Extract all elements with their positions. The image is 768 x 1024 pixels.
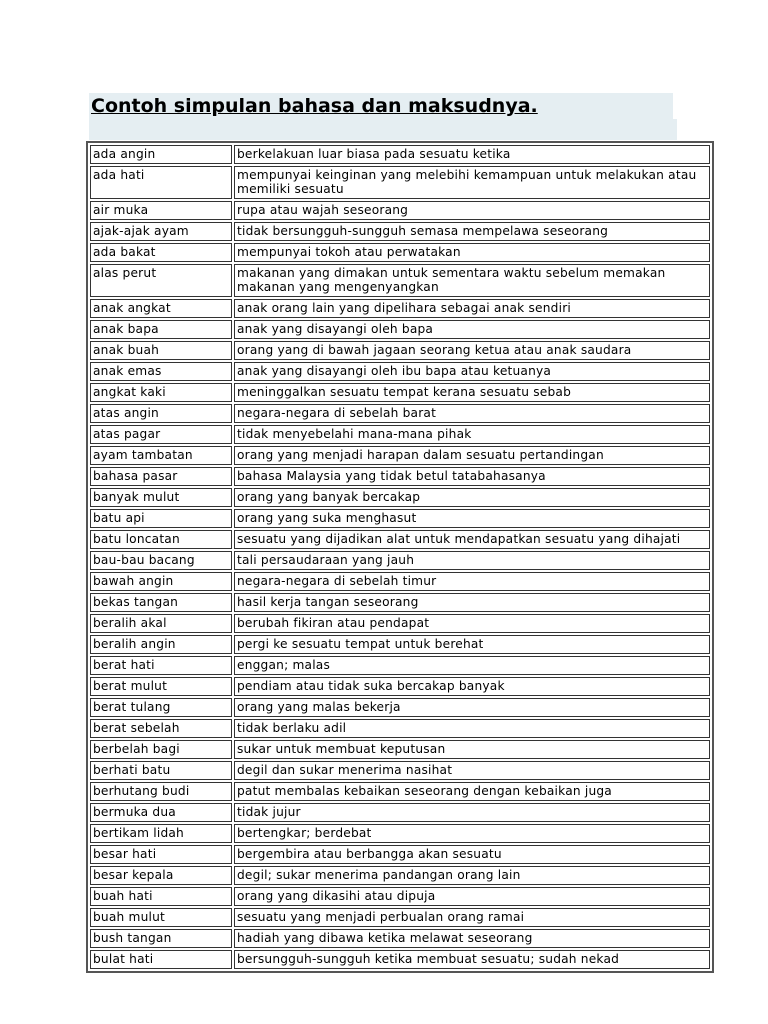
table-row	[90, 614, 710, 633]
idiom-term-cell: banyak mulut	[90, 488, 232, 507]
table-row	[90, 866, 710, 885]
idiom-meaning-cell: tidak jujur	[234, 803, 710, 822]
idiom-meaning-cell: anak orang lain yang dipelihara sebagai anak sendiri	[234, 299, 710, 318]
idiom-meaning-cell: orang yang suka menghasut	[234, 509, 710, 528]
table-row	[90, 404, 710, 423]
idiom-term-cell: berat sebelah	[90, 719, 232, 738]
table-row	[90, 635, 710, 654]
idiom-term-cell: ada angin	[90, 145, 232, 164]
table-row	[90, 166, 710, 199]
idiom-term-cell: bermuka dua	[90, 803, 232, 822]
table-row	[90, 845, 710, 864]
table-row	[90, 320, 710, 339]
idiom-term-cell: bekas tangan	[90, 593, 232, 612]
idiom-meaning-cell: negara-negara di sebelah timur	[234, 572, 710, 591]
idiom-term-cell: berat mulut	[90, 677, 232, 696]
idiom-term-cell: ada bakat	[90, 243, 232, 262]
idiom-term-cell: anak emas	[90, 362, 232, 381]
idiom-table-body	[90, 145, 710, 969]
idiom-meaning-cell: orang yang malas bekerja	[234, 698, 710, 717]
idiom-meaning-cell: berubah fikiran atau pendapat	[234, 614, 710, 633]
table-row	[90, 446, 710, 465]
idiom-meaning-cell: mempunyai keinginan yang melebihi kemampuan untuk melakukan atau memiliki sesuatu	[234, 166, 710, 199]
idiom-meaning-cell: berkelakuan luar biasa pada sesuatu ketika	[234, 145, 710, 164]
idiom-meaning-cell: anak yang disayangi oleh bapa	[234, 320, 710, 339]
idiom-term-cell: ada hati	[90, 166, 232, 199]
idiom-term-cell: anak buah	[90, 341, 232, 360]
idiom-term-cell: berat tulang	[90, 698, 232, 717]
idiom-meaning-cell: sesuatu yang dijadikan alat untuk mendapatkan sesuatu yang dihajati	[234, 530, 710, 549]
idiom-term-cell: ajak-ajak ayam	[90, 222, 232, 241]
idiom-term-cell: besar kepala	[90, 866, 232, 885]
idiom-meaning-cell: bergembira atau berbangga akan sesuatu	[234, 845, 710, 864]
idiom-term-cell: alas perut	[90, 264, 232, 297]
table-row	[90, 698, 710, 717]
idiom-table	[86, 141, 714, 973]
table-row	[90, 362, 710, 381]
idiom-term-cell: berhutang budi	[90, 782, 232, 801]
table-row	[90, 929, 710, 948]
table-row	[90, 782, 710, 801]
idiom-meaning-cell: makanan yang dimakan untuk sementara waktu sebelum memakan makanan yang mengenyangkan	[234, 264, 710, 297]
table-row	[90, 467, 710, 486]
idiom-meaning-cell: negara-negara di sebelah barat	[234, 404, 710, 423]
idiom-term-cell: berbelah bagi	[90, 740, 232, 759]
idiom-meaning-cell: degil dan sukar menerima nasihat	[234, 761, 710, 780]
title-background-lower	[89, 119, 677, 140]
table-row	[90, 341, 710, 360]
table-row	[90, 145, 710, 164]
table-row	[90, 201, 710, 220]
idiom-meaning-cell: orang yang menjadi harapan dalam sesuatu pertandingan	[234, 446, 710, 465]
table-row	[90, 719, 710, 738]
idiom-term-cell: air muka	[90, 201, 232, 220]
idiom-term-cell: atas angin	[90, 404, 232, 423]
idiom-term-cell: batu loncatan	[90, 530, 232, 549]
idiom-term-cell: berhati batu	[90, 761, 232, 780]
idiom-meaning-cell: orang yang dikasihi atau dipuja	[234, 887, 710, 906]
idiom-meaning-cell: bahasa Malaysia yang tidak betul tatabahasanya	[234, 467, 710, 486]
idiom-term-cell: bulat hati	[90, 950, 232, 969]
idiom-meaning-cell: sesuatu yang menjadi perbualan orang ramai	[234, 908, 710, 927]
table-row	[90, 887, 710, 906]
table-row	[90, 299, 710, 318]
idiom-meaning-cell: bertengkar; berdebat	[234, 824, 710, 843]
table-row	[90, 908, 710, 927]
idiom-term-cell: atas pagar	[90, 425, 232, 444]
table-row	[90, 677, 710, 696]
idiom-table-container	[86, 141, 714, 973]
idiom-meaning-cell: degil; sukar menerima pandangan orang lain	[234, 866, 710, 885]
idiom-term-cell: angkat kaki	[90, 383, 232, 402]
table-row	[90, 530, 710, 549]
idiom-term-cell: buah hati	[90, 887, 232, 906]
table-row	[90, 803, 710, 822]
idiom-meaning-cell: rupa atau wajah seseorang	[234, 201, 710, 220]
table-row	[90, 425, 710, 444]
table-row	[90, 509, 710, 528]
idiom-term-cell: bau-bau bacang	[90, 551, 232, 570]
idiom-term-cell: bahasa pasar	[90, 467, 232, 486]
table-row	[90, 488, 710, 507]
idiom-meaning-cell: anak yang disayangi oleh ibu bapa atau ketuanya	[234, 362, 710, 381]
idiom-meaning-cell: meninggalkan sesuatu tempat kerana sesuatu sebab	[234, 383, 710, 402]
table-row	[90, 243, 710, 262]
idiom-term-cell: ayam tambatan	[90, 446, 232, 465]
table-row	[90, 656, 710, 675]
table-row	[90, 383, 710, 402]
idiom-term-cell: anak angkat	[90, 299, 232, 318]
table-row	[90, 551, 710, 570]
idiom-term-cell: bertikam lidah	[90, 824, 232, 843]
idiom-meaning-cell: tidak berlaku adil	[234, 719, 710, 738]
idiom-meaning-cell: bersungguh-sungguh ketika membuat sesuatu; sudah nekad	[234, 950, 710, 969]
table-row	[90, 222, 710, 241]
table-row	[90, 264, 710, 297]
table-row	[90, 824, 710, 843]
idiom-meaning-cell: tidak menyebelahi mana-mana pihak	[234, 425, 710, 444]
idiom-meaning-cell: enggan; malas	[234, 656, 710, 675]
idiom-term-cell: beralih akal	[90, 614, 232, 633]
idiom-term-cell: berat hati	[90, 656, 232, 675]
page-title: Contoh simpulan bahasa dan maksudnya.	[91, 95, 538, 117]
idiom-term-cell: beralih angin	[90, 635, 232, 654]
idiom-meaning-cell: sukar untuk membuat keputusan	[234, 740, 710, 759]
table-row	[90, 740, 710, 759]
idiom-meaning-cell: pergi ke sesuatu tempat untuk berehat	[234, 635, 710, 654]
idiom-meaning-cell: hasil kerja tangan seseorang	[234, 593, 710, 612]
idiom-term-cell: bush tangan	[90, 929, 232, 948]
table-row	[90, 593, 710, 612]
idiom-meaning-cell: orang yang di bawah jagaan seorang ketua atau anak saudara	[234, 341, 710, 360]
idiom-meaning-cell: pendiam atau tidak suka bercakap banyak	[234, 677, 710, 696]
idiom-meaning-cell: hadiah yang dibawa ketika melawat seseorang	[234, 929, 710, 948]
idiom-term-cell: anak bapa	[90, 320, 232, 339]
table-row	[90, 572, 710, 591]
idiom-term-cell: buah mulut	[90, 908, 232, 927]
idiom-meaning-cell: tali persaudaraan yang jauh	[234, 551, 710, 570]
idiom-term-cell: batu api	[90, 509, 232, 528]
table-row	[90, 950, 710, 969]
idiom-term-cell: besar hati	[90, 845, 232, 864]
table-row	[90, 761, 710, 780]
idiom-meaning-cell: tidak bersungguh-sungguh semasa mempelawa seseorang	[234, 222, 710, 241]
idiom-meaning-cell: orang yang banyak bercakap	[234, 488, 710, 507]
idiom-term-cell: bawah angin	[90, 572, 232, 591]
idiom-meaning-cell: patut membalas kebaikan seseorang dengan kebaikan juga	[234, 782, 710, 801]
idiom-meaning-cell: mempunyai tokoh atau perwatakan	[234, 243, 710, 262]
